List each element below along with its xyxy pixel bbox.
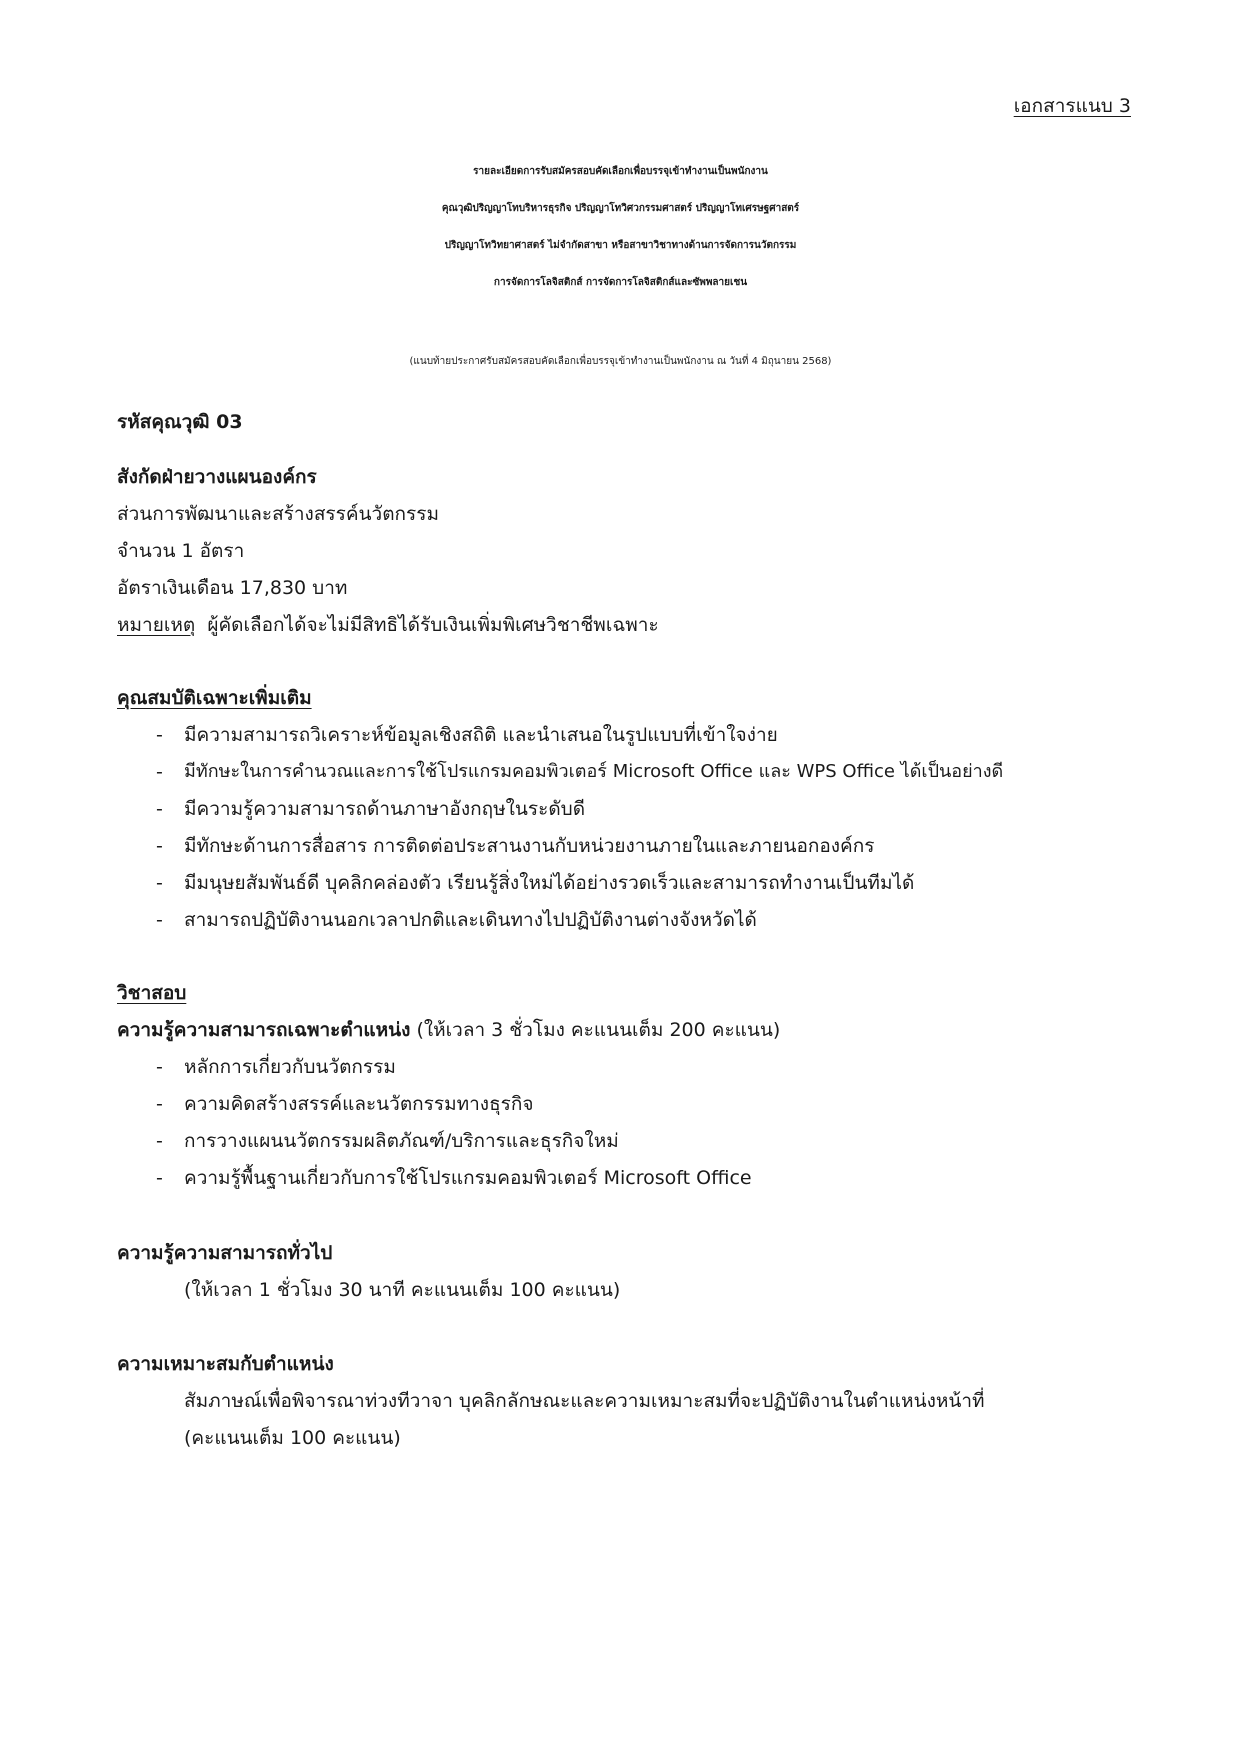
qualifications-heading: คุณสมบัติเฉพาะเพิ่มเติม [117,687,312,709]
title-line-4: การจัดการโลจิสติกส์ การจัดการโลจิสติกส์และซัพพลายเชน [493,277,748,288]
bullet: - [156,1130,163,1152]
exam-topic: การวางแผนนวัตกรรมผลิตภัณฑ์/บริการและธุรกิจใหม่ [184,1130,619,1152]
qualification-code: รหัสคุณวุฒิ 03 [117,411,243,433]
bullet: - [156,909,163,931]
bullet: - [156,1056,163,1078]
positions: จำนวน 1 อัตรา [117,540,245,562]
subtitle: (แนบท้ายประกาศรับสมัครสอบคัดเลือกเพื่อบรรจุเข้าทำงานเป็นพนักงาน ณ วันที่ 4 มิถุนายน 2568) [409,356,832,367]
suitability-score: (คะแนนเต็ม 100 คะแนน) [184,1427,401,1449]
general-knowledge-time: (ให้เวลา 1 ชั่วโมง 30 นาที คะแนนเต็ม 100 คะแนน) [184,1279,621,1301]
bullet: - [156,835,163,857]
qualification-item: มีทักษะด้านการสื่อสาร การติดต่อประสานงานกับหน่วยงานภายในและภายนอกองค์กร [184,835,875,857]
exam-topic: ความคิดสร้างสรรค์และนวัตกรรมทางธุรกิจ [184,1093,534,1115]
exam-heading: วิชาสอบ [117,982,187,1004]
bullet: - [156,872,163,894]
note [117,611,659,639]
suitability-heading: ความเหมาะสมกับตำแหน่ง [117,1353,334,1375]
qualification-item: มีความรู้ความสามารถด้านภาษาอังกฤษในระดับดี [184,798,586,820]
title-line-1: รายละเอียดการรับสมัครสอบคัดเลือกเพื่อบรรจุเข้าทำงานเป็นพนักงาน [473,166,768,177]
title-line-2: คุณวุฒิปริญญาโทบริหารธุรกิจ ปริญญาโทวิศวกรรมศาสตร์ ปริญญาโทเศรษฐศาสตร์ [441,203,800,214]
attachment-label: เอกสารแนบ 3 [1013,95,1131,117]
bullet: - [156,1093,163,1115]
exam-topic: ความรู้พื้นฐานเกี่ยวกับการใช้โปรแกรมคอมพิวเตอร์ Microsoft Office [184,1167,752,1189]
bullet: - [156,761,163,783]
suitability-text: สัมภาษณ์เพื่อพิจารณาท่วงทีวาจา บุคลิกลักษณะและความเหมาะสมที่จะปฏิบัติงานในตำแหน่งหน้าที่ [184,1390,985,1412]
exam-specific-title: ความรู้ความสามารถเฉพาะตำแหน่ง [117,1019,411,1041]
note-text: ผู้คัดเลือกได้จะไม่มีสิทธิได้รับเงินเพิ่มพิเศษวิชาชีพเฉพาะ [207,614,659,636]
qualification-item: สามารถปฏิบัติงานนอกเวลาปกติและเดินทางไปปฏิบัติงานต่างจังหวัดได้ [184,909,757,931]
qualification-item: มีความสามารถวิเคราะห์ข้อมูลเชิงสถิติ และนำเสนอในรูปแบบที่เข้าใจง่าย [184,724,778,746]
note-label: หมายเหตุ [117,614,196,636]
salary: อัตราเงินเดือน 17,830 บาท [117,577,348,599]
general-knowledge-heading: ความรู้ความสามารถทั่วไป [117,1242,333,1264]
title-line-3: ปริญญาโทวิทยาศาสตร์ ไม่จำกัดสาขา หรือสาขาวิชาทางด้านการจัดการนวัตกรรม [444,240,797,251]
exam-specific-time: (ให้เวลา 3 ชั่วโมง คะแนนเต็ม 200 คะแนน) [416,1019,781,1041]
department-heading: สังกัดฝ่ายวางแผนองค์กร [117,466,317,488]
bullet: - [156,798,163,820]
division: ส่วนการพัฒนาและสร้างสรรค์นวัตกรรม [117,503,439,525]
qualification-item: มีทักษะในการคำนวณและการใช้โปรแกรมคอมพิวเตอร์ Microsoft Office และ WPS Office ได้เป็นอย่างดี [184,761,1004,782]
bullet: - [156,1167,163,1189]
bullet: - [156,724,163,746]
qualification-item: มีมนุษยสัมพันธ์ดี บุคลิกคล่องตัว เรียนรู้สิ่งใหม่ได้อย่างรวดเร็วและสามารถทำงานเป็นทีมได้ [184,872,915,894]
exam-specific [117,1016,780,1044]
exam-topic: หลักการเกี่ยวกับนวัตกรรม [184,1056,396,1078]
